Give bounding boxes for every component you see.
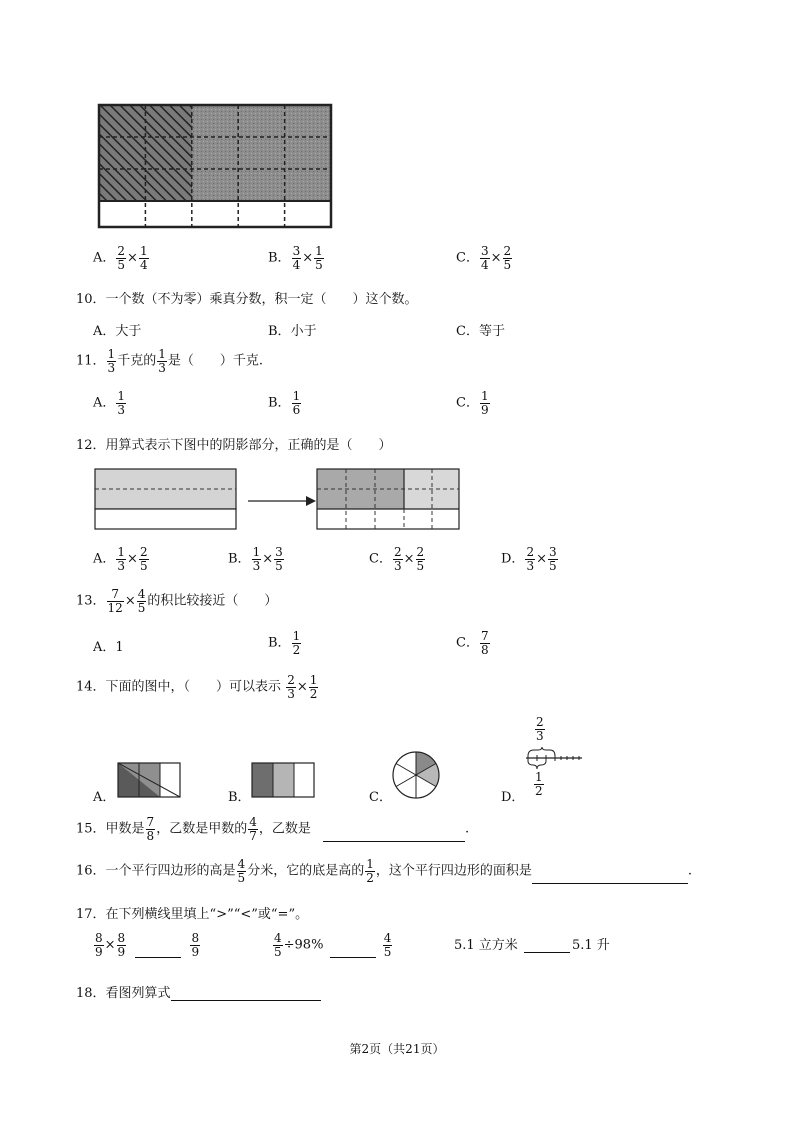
fraction: $\frac{7}{8}$ [480,629,489,657]
q17-blank-2[interactable] [330,943,376,958]
fraction: $\frac{2}{5}$ [416,545,425,573]
q9-option-c[interactable]: C． $\frac{3}{4}$ × $\frac{2}{5}$ [456,244,512,272]
fraction: $\frac{1}{3}$ [107,347,116,375]
q14-figure-c [391,750,441,800]
fraction: $\frac{2}{3}$ [526,545,535,573]
q13-option-b[interactable]: B． $\frac{1}{2}$ [268,629,301,657]
fraction: $\frac{7}{8}$ [146,815,155,843]
q14-figure-a [117,762,181,798]
fraction: $\frac{1}{9}$ [480,389,489,417]
fraction: $\frac{3}{4}$ [480,244,489,272]
q16-stem: 16．一个平行四边形的高是 $\frac{4}{5}$ 分米，它的底是高的 $\frac{1}{2}$ ，这个平行四边形的面积是 . [76,857,692,885]
q18-stem: 18．看图列算式 [76,982,321,1001]
q13-option-a[interactable]: A．1 [93,640,124,655]
fraction: $\frac{2}{3}$ [287,673,295,701]
q10-option-c[interactable]: C．等于 [456,324,505,339]
fraction: $\frac{3}{4}$ [292,244,301,272]
q14-d-top-fraction: $\frac{2}{3}$ [536,715,544,743]
q12-figure [94,468,462,532]
fraction: $\frac{3}{5}$ [275,545,283,573]
fraction: $\frac{1}{4}$ [139,244,148,272]
fraction: $\frac{1}{6}$ [292,389,301,417]
q14-figure-d [524,746,584,770]
page-footer: 第2页（共21页） [349,1042,445,1056]
fraction: $\frac{1}{2}$ [292,629,301,657]
q12-stem: 12．用算式表示下图中的阴影部分，正确的是（ ） [76,438,392,453]
fraction: $\frac{4}{5}$ [274,931,282,959]
q15-answer-blank[interactable] [323,827,465,842]
q9-figure [97,103,333,229]
fraction: $\frac{2}{5}$ [117,244,126,272]
q14-stem: 14．下面的图中，（ ）可以表示 $\frac{2}{3}$ × $\frac{1}{2}$ [76,673,318,701]
q12-option-a[interactable]: A． $\frac{1}{3}$ × $\frac{2}{5}$ [93,545,148,573]
q17-item-1: $\frac{8}{9}$ × $\frac{8}{9}$ $\frac{8}{9}$ [95,931,200,959]
q11-option-c[interactable]: C． $\frac{1}{9}$ [456,389,489,417]
q16-answer-blank[interactable] [532,869,688,884]
q14-option-c[interactable]: C． [369,790,392,805]
fraction: $\frac{4}{5}$ [237,857,246,885]
q17-item-3: 5.1 立方米 5.1 升 [454,938,610,953]
q14-option-b[interactable]: B． [228,790,251,805]
q17-blank-1[interactable] [135,943,181,958]
fraction: $\frac{3}{5}$ [548,545,557,573]
q13-option-c[interactable]: C． $\frac{7}{8}$ [456,629,489,657]
fraction: $\frac{1}{3}$ [117,389,126,417]
fraction: $\frac{1}{3}$ [117,545,126,573]
fraction: $\frac{1}{3}$ [252,545,261,573]
fraction: $\frac{1}{2}$ [366,857,374,885]
q12-option-c[interactable]: C． $\frac{2}{3}$ × $\frac{2}{5}$ [369,545,425,573]
fraction: $\frac{4}{5}$ [137,587,146,615]
fraction: $\frac{1}{5}$ [315,244,323,272]
q12-option-d[interactable]: D． $\frac{2}{3}$ × $\frac{3}{5}$ [501,545,557,573]
fraction: $\frac{8}{9}$ [117,931,126,959]
q18-answer-blank[interactable] [171,986,321,1001]
q9-grid-white [99,201,331,227]
q10-option-a[interactable]: A．大于 [93,324,142,339]
q17-stem: 17．在下列横线里填上“>”“<”或“=”。 [76,907,309,922]
q10-option-b[interactable]: B．小于 [268,324,317,339]
q10-stem: 10．一个数（不为零）乘真分数，积一定（ ）这个数。 [76,292,418,307]
q14-option-a[interactable]: A． [93,790,116,805]
q9-option-b[interactable]: B． $\frac{3}{4}$ × $\frac{1}{5}$ [268,244,323,272]
q11-option-a[interactable]: A． $\frac{1}{3}$ [93,389,126,417]
fraction: $\frac{1}{3}$ [158,347,166,375]
q17-item-2: $\frac{4}{5}$ ÷98% $\frac{4}{5}$ [274,931,392,959]
fraction: $\frac{8}{9}$ [95,931,103,959]
fraction: $\frac{8}{9}$ [191,931,200,959]
q17-blank-3[interactable] [524,938,570,953]
fraction: $\frac{4}{7}$ [249,815,257,843]
q12-option-b[interactable]: B． $\frac{1}{3}$ × $\frac{3}{5}$ [228,545,283,573]
q14-option-d[interactable]: D． [501,790,525,805]
fraction: $\frac{2}{5}$ [139,545,148,573]
q15-stem: 15．甲数是 $\frac{7}{8}$ ，乙数是甲数的 $\frac{4}{7}$ ，乙数是 . [76,815,470,843]
fraction: $\frac{1}{2}$ [309,673,318,701]
fraction: $\frac{2}{3}$ [393,545,402,573]
q11-option-b[interactable]: B． $\frac{1}{6}$ [268,389,301,417]
q14-figure-b [251,762,315,798]
fraction: $\frac{2}{5}$ [503,244,512,272]
q11-stem: 11． $\frac{1}{3}$ 千克的 $\frac{1}{3}$ 是（ ）千克. [76,347,263,375]
q13-stem: 13． $\frac{7}{12}$ × $\frac{4}{5}$ 的积比较接近（ ） [76,587,278,615]
fraction: $\frac{7}{12}$ [107,587,123,615]
q9-option-a[interactable]: A． $\frac{2}{5}$ × $\frac{1}{4}$ [93,244,148,272]
fraction: $\frac{4}{5}$ [383,931,392,959]
q14-d-bottom-fraction: $\frac{1}{2}$ [535,770,543,798]
